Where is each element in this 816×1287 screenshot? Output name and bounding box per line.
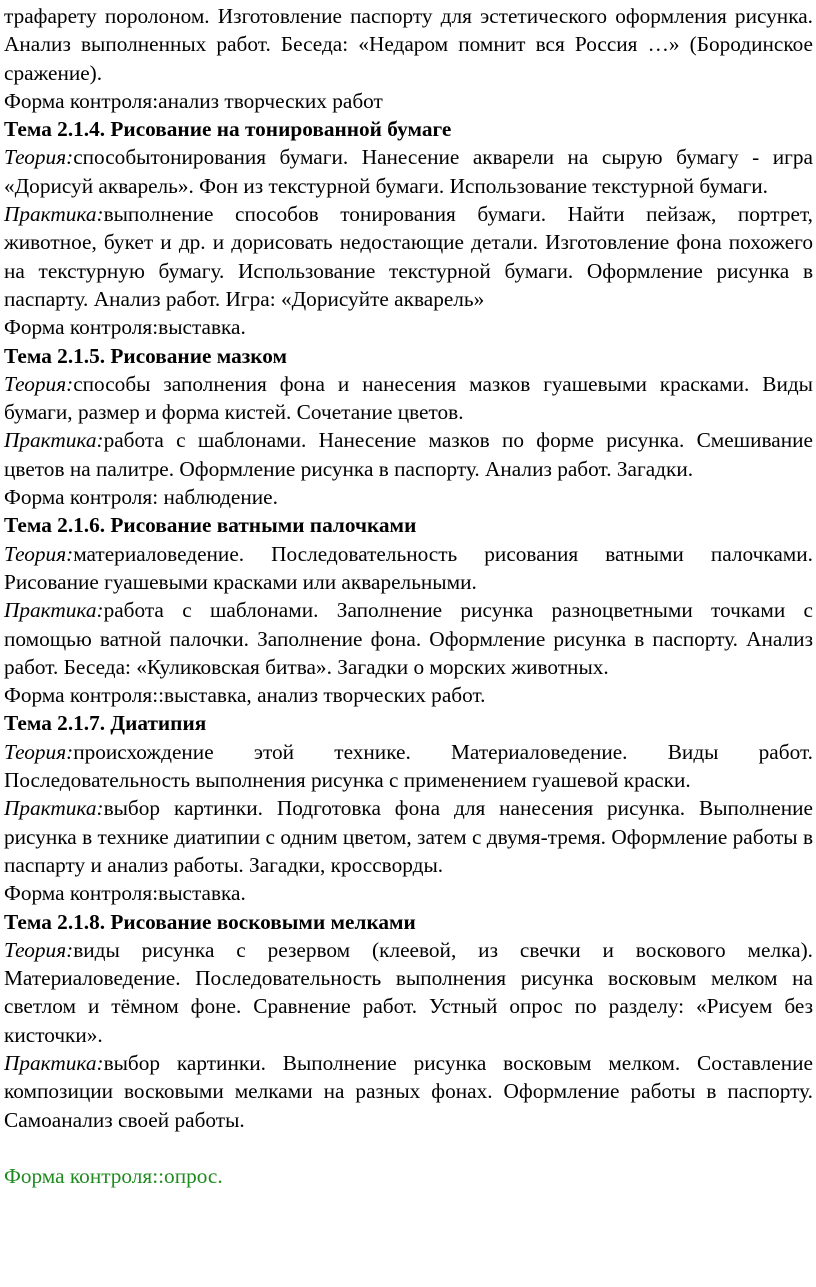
theory-text: материаловедение. Последовательность рисования ватными палочками. Рисование гуашевыми красками или акварельными. [4, 541, 813, 594]
practice-label: Практика: [4, 598, 104, 623]
theory-paragraph-2-1-4 [4, 143, 813, 200]
section-heading-2-1-4: Тема 2.1.4. Рисование на тонированной бумаге [4, 117, 452, 142]
control-line-2-1-6: Форма контроля::выставка, анализ творческих работ. [4, 683, 486, 708]
control-line-2-1-7: Форма контроля:выставка. [4, 881, 246, 906]
practice-label: Практика: [4, 202, 104, 227]
section-heading-2-1-7: Тема 2.1.7. Диатипия [4, 711, 207, 736]
practice-text: выбор картинки. Подготовка фона для нанесения рисунка. Выполнение рисунка в технике диатипии с одним цветом, затем с двумя-тремя. Оформление работы в паспарту и анализ работы. Загадки, кроссворды. [4, 796, 813, 877]
blank-line [4, 1134, 813, 1162]
practice-paragraph-2-1-4 [4, 200, 813, 313]
section-heading-2-1-5: Тема 2.1.5. Рисование мазком [4, 343, 288, 368]
intro-control: Форма контроля:анализ творческих работ [4, 88, 383, 113]
theory-label: Теория: [4, 371, 74, 396]
practice-label: Практика: [4, 796, 104, 821]
theory-text: способытонирования бумаги. Нанесение акварели на сырую бумагу - игра «Дорисуй акварель». Фон из текстурной бумаги. Использование текстурной бумаги. [4, 145, 813, 198]
section-heading-2-1-8: Тема 2.1.8. Рисование восковыми мелками [4, 909, 416, 934]
theory-text: происхождение этой технике. Материаловедение. Виды работ. Последовательность выполнения рисунка с применением гуашевой краски. [4, 739, 813, 793]
practice-paragraph-2-1-7 [4, 794, 813, 879]
intro-paragraph: трафарету поролоном. Изготовление паспорту для эстетического оформления рисунка. Анализ выполненных работ. Беседа: «Недаром помнит вся Россия …» (Бородинское сражение). [4, 4, 813, 85]
practice-text: выбор картинки. Выполнение рисунка восковым мелком. Составление композиции восковыми мелками на разных фонах. Оформление работы в паспорту. Самоанализ своей работы. [4, 1050, 813, 1132]
theory-label: Теория: [4, 541, 74, 566]
practice-paragraph-2-1-8 [4, 1049, 813, 1134]
practice-label: Практика: [4, 428, 104, 453]
practice-paragraph-2-1-6 [4, 596, 813, 681]
practice-label: Практика: [4, 1050, 104, 1075]
theory-paragraph-2-1-7 [4, 738, 813, 795]
practice-text: работа с шаблонами. Заполнение рисунка разноцветными точками с помощью ватной палочки. Заполнение фона. Оформление рисунка в паспорту. Анализ работ. Беседа: «Куликовская битва». Загадки о морских животных. [4, 598, 813, 679]
control-line-2-1-4: Форма контроля:выставка. [4, 315, 246, 340]
control-line-2-1-8: Форма контроля::опрос. [4, 1163, 223, 1188]
practice-text: выполнение способов тонирования бумаги. Найти пейзаж, портрет, животное, букет и др. и дорисовать недостающие детали. Изготовление фона похожего на текстурную бумагу. Использование текстурной бумаги. Оформление рисунка в паспарту. Анализ работ. Игра: «Дорисуйте акварель» [4, 202, 813, 311]
theory-label: Теория: [4, 739, 74, 764]
practice-paragraph-2-1-5 [4, 426, 813, 483]
theory-text: виды рисунка с резервом (клеевой, из свечки и воскового мелка). Материаловедение. Последовательность выполнения рисунка восковым мелком на светлом и тёмном фоне. Сравнение работ. Устный опрос по разделу: «Рисуем без кисточки». [4, 937, 813, 1047]
theory-label: Теория: [4, 937, 74, 962]
theory-label: Теория: [4, 145, 74, 170]
theory-paragraph-2-1-8 [4, 936, 813, 1049]
theory-paragraph-2-1-5 [4, 370, 813, 427]
theory-paragraph-2-1-6 [4, 540, 813, 597]
control-line-2-1-5: Форма контроля: наблюдение. [4, 485, 278, 510]
theory-text: способы заполнения фона и нанесения мазков гуашевыми красками. Виды бумаги, размер и форма кистей. Сочетание цветов. [4, 371, 813, 425]
practice-text: работа с шаблонами. Нанесение мазков по форме рисунка. Смешивание цветов на палитре. Оформление рисунка в паспорту. Анализ работ. Загадки. [4, 428, 813, 481]
section-heading-2-1-6: Тема 2.1.6. Рисование ватными палочками [4, 513, 417, 538]
